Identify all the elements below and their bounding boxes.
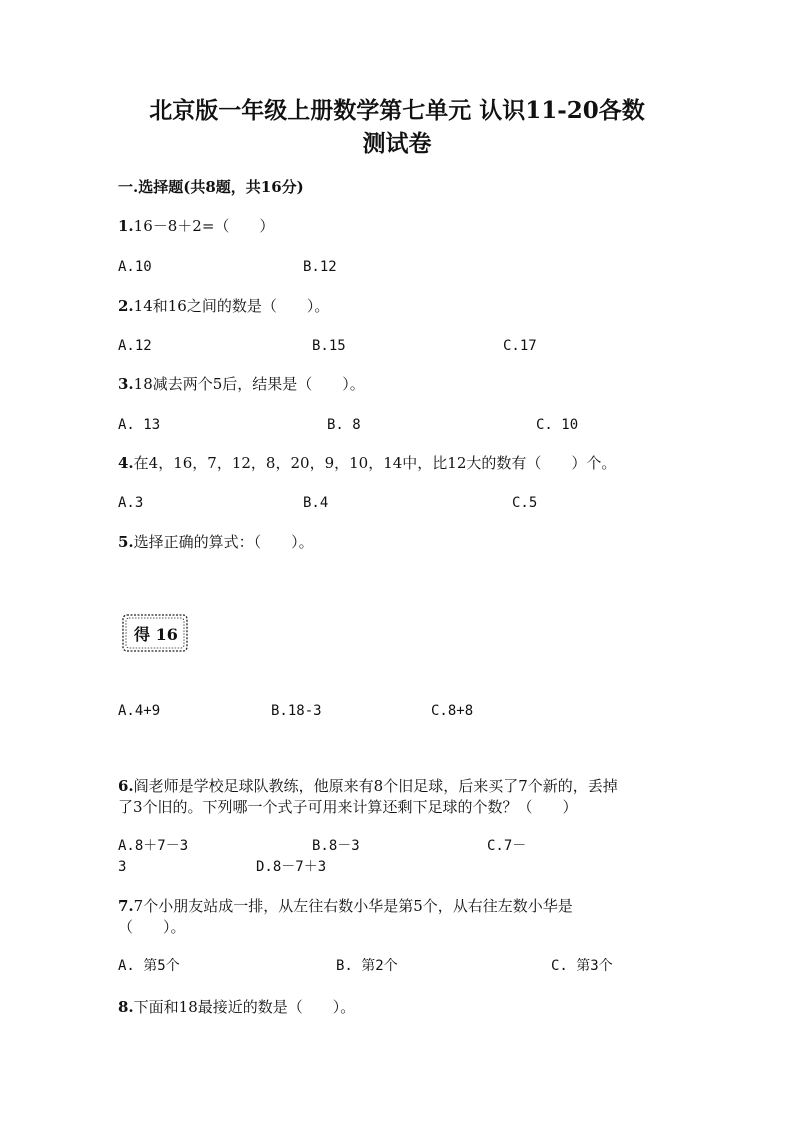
- page-title: 北京版一年级上册数学第七单元 认识11-20各数: [149, 97, 645, 124]
- question-number: 8.: [118, 998, 134, 1016]
- question-8: [118, 996, 355, 1018]
- score-stamp: [120, 612, 190, 654]
- question-number: 6.: [118, 777, 134, 795]
- question-number: 4.: [118, 454, 134, 472]
- question-text: 7个小朋友站成一排，从左往右数小华是第5个，从右往左数小华是: [133, 897, 573, 915]
- question-text: 18减去两个5后，结果是（ ）。: [133, 375, 365, 393]
- question-number: 2.: [118, 297, 134, 315]
- option-b: B.15: [312, 338, 346, 354]
- option-b: B.4: [303, 495, 329, 511]
- option-b: B.18-3: [271, 703, 322, 719]
- question-number: 7.: [118, 897, 134, 915]
- question-number: 3.: [118, 375, 134, 393]
- option-d: D.8－7＋3: [256, 859, 327, 875]
- question-text: 14和16之间的数是（ ）。: [133, 297, 330, 315]
- question-7: [118, 895, 573, 917]
- score-label: 得 16: [134, 625, 178, 644]
- option-b: B.8－3: [312, 838, 360, 854]
- option-a: A. 第5个: [118, 958, 180, 974]
- question-text: 16－8＋2=（ ）: [133, 217, 275, 235]
- option-c-continued: 3: [118, 859, 127, 875]
- question-6-continued: 了3个旧的。下列哪一个式子可用来计算还剩下足球的个数？（ ）: [118, 798, 578, 816]
- option-c: C.5: [512, 495, 538, 511]
- question-5: [118, 531, 314, 553]
- question-text: 在4，16，7，12，8，20，9，10，14中，比12大的数有（ ）个。: [133, 454, 617, 472]
- question-4: [118, 452, 616, 474]
- question-2: [118, 295, 329, 317]
- question-text: 阎老师是学校足球队教练，他原来有8个旧足球，后来买了7个新的，丢掉: [133, 777, 618, 795]
- question-text: 选择正确的算式：（ ）。: [133, 533, 314, 551]
- question-text: 下面和18最接近的数是（ ）。: [133, 998, 356, 1016]
- option-a: A.3: [118, 495, 144, 511]
- option-c: C. 第3个: [551, 958, 613, 974]
- option-a: A.12: [118, 338, 152, 354]
- option-a: A.10: [118, 259, 152, 275]
- option-b: B. 第2个: [336, 958, 398, 974]
- option-b: B.12: [303, 259, 337, 275]
- option-a: A.8＋7－3: [118, 838, 189, 854]
- option-a: A. 13: [118, 417, 161, 433]
- question-6: [118, 775, 618, 797]
- page-title-continued: 测试卷: [362, 130, 432, 157]
- option-c: C.17: [503, 338, 537, 354]
- option-b: B. 8: [327, 417, 361, 433]
- question-3: [118, 373, 365, 395]
- option-c: C. 10: [536, 417, 579, 433]
- option-a: A.4+9: [118, 703, 161, 719]
- option-c: C.8+8: [431, 703, 474, 719]
- question-number: 1.: [118, 217, 134, 235]
- option-c: C.7－: [487, 838, 527, 854]
- question-7-continued: （ ）。: [118, 918, 186, 936]
- section-heading: 一.选择题(共8题，共16分): [118, 178, 304, 196]
- question-number: 5.: [118, 533, 134, 551]
- question-1: [118, 215, 274, 237]
